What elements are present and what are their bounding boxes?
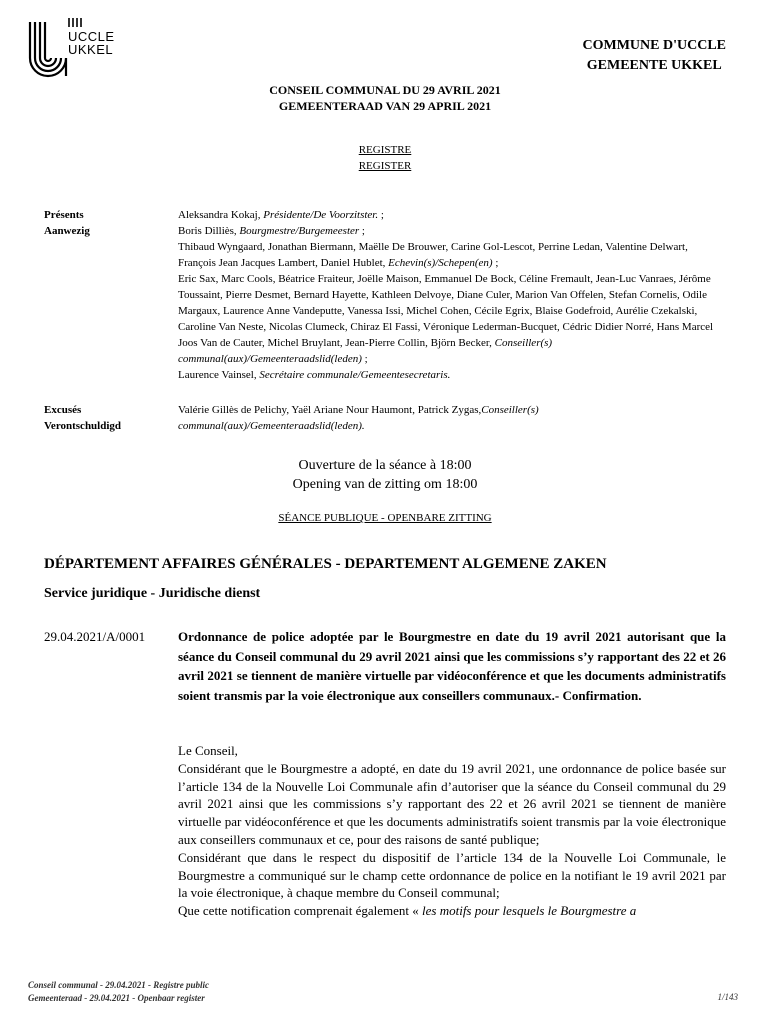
present-entry: Boris Dilliès, Bourgmestre/Burgemeester ; bbox=[178, 225, 365, 237]
uccle-logo-mark bbox=[28, 18, 68, 90]
present-label-fr: Présents bbox=[44, 209, 84, 221]
meeting-title-fr: CONSEIL COMMUNAL DU 29 AVRIL 2021 bbox=[269, 83, 501, 97]
register-heading-nl: REGISTER bbox=[358, 160, 412, 172]
item-reference: 29.04.2021/A/0001 bbox=[44, 629, 146, 644]
uccle-logo bbox=[28, 18, 115, 90]
present-entry: Eric Sax, Marc Cools, Béatrice Fraiteur, Joëlle Maison, Emmanuel De Bock, Céline Fremault, Jean-Luc Vanraes, Jérôme Toussaint, Pierre Desmet, Bernard Hayette, Kathleen Delvoye, Diane Culer, Marion Van Offelen, Stefan Cornelis, Odile Margaux, Laurence Anne Vandeputte, Vanessa Issi, Michel Cohen, Cécile Egrix, Blaise Godefroid, Aurélie Czekalski, Caroline Van Neste, Nicolas Clumeck, Chiraz El Fassi, Véronique Lederman-Bucquet, Cédric Didier Norré, Hans Marcel Joos Van de Cauter, Michel Bruylant, Jean-Pierre Collin, Björn Becker, Conseiller(s) communal(aux)/Gemeenteraadslid(leden) ; bbox=[178, 273, 714, 365]
present-entry: Thibaud Wyngaard, Jonathan Biermann, Maëlle De Brouwer, Carine Gol-Lescot, Perrine Ledan, Valentine Delwart, François Jean Jacques Lambert, Daniel Hublet, Echevin(s)/Schepen(en) ; bbox=[178, 241, 688, 269]
public-session-heading: SÉANCE PUBLIQUE - OPENBARE ZITTING bbox=[278, 512, 492, 524]
excused-label-fr: Excusés bbox=[44, 404, 82, 416]
meeting-title bbox=[0, 82, 770, 114]
session-opening-fr: Ouverture de la séance à 18:00 bbox=[298, 458, 472, 473]
register-heading bbox=[0, 142, 770, 174]
present-list bbox=[178, 207, 728, 383]
page-number: 1/143 bbox=[717, 992, 738, 1002]
footer-register-info bbox=[28, 979, 209, 1005]
commune-header bbox=[583, 36, 727, 76]
present-entry: Laurence Vainsel, Secrétaire communale/Gemeentesecretaris. bbox=[178, 369, 451, 381]
commune-name-nl: GEMEENTE UKKEL bbox=[586, 58, 722, 73]
body-paragraph: Le Conseil, bbox=[178, 743, 238, 758]
present-label bbox=[44, 207, 90, 239]
service-heading: Service juridique - Juridische dienst bbox=[44, 586, 261, 601]
logo-text-uccle: UCCLE bbox=[68, 29, 115, 44]
excused-role: Conseiller(s) communal(aux)/Gemeenteraadslid(leden). bbox=[178, 404, 539, 432]
excused-names: Valérie Gillès de Pelichy, Yaël Ariane Nour Haumont, Patrick Zygas, bbox=[178, 404, 482, 416]
body-paragraph: Considérant que le Bourgmestre a adopté, en date du 19 avril 2021, une ordonnance de police basée sur l’article 134 de la Nouvelle Loi Communale afin d’autoriser que la séance du Conseil communal du 29 avril 2021 ainsi que les commissions s’y rapportant des 22 et 26 avril 2021 se tiennent de manière virtuelle par vidéoconférence et que les documents administratifs soient transmis par la voie électronique aux conseillers communaux et ce, pour des raisons de santé publique; bbox=[178, 760, 726, 847]
register-heading-fr: REGISTRE bbox=[358, 144, 412, 156]
excused-label bbox=[44, 402, 121, 434]
item-title: Ordonnance de police adoptée par le Bourgmestre en date du 19 avril 2021 autorisant que la séance du Conseil communal du 29 avril 2021 ainsi que les commissions s’y rapportant des 22 et 26 avril 2021 se tiennent de manière virtuelle par vidéoconférence et que les documents administratifs soient transmis par la voie électronique aux conseillers communaux.- Confirmation. bbox=[178, 629, 726, 703]
excused-list bbox=[178, 402, 728, 434]
excused-label-nl: Verontschuldigd bbox=[44, 420, 122, 432]
session-opening bbox=[0, 456, 770, 494]
footer-line-fr: Conseil communal - 29.04.2021 - Registre public bbox=[28, 980, 210, 990]
footer-line-nl: Gemeenteraad - 29.04.2021 - Openbaar register bbox=[28, 993, 205, 1003]
item-body bbox=[178, 742, 726, 920]
body-paragraph: Considérant que dans le respect du dispositif de l’article 134 de la Nouvelle Loi Communale, le Bourgmestre a communiqué sur le champ cette ordonnance de police en la notifiant le 19 avril 2021 par la voie électronique, à chaque membre du Conseil communal; bbox=[178, 849, 726, 901]
body-paragraph: Que cette notification comprenait également « les motifs pour lesquels le Bourgmestre a bbox=[178, 903, 637, 919]
present-label-nl: Aanwezig bbox=[44, 225, 90, 237]
department-heading: DÉPARTEMENT AFFAIRES GÉNÉRALES - DEPARTEMENT ALGEMENE ZAKEN bbox=[44, 556, 607, 572]
logo-text-ukkel: UKKEL bbox=[68, 42, 114, 57]
commune-name-fr: COMMUNE D'UCCLE bbox=[582, 38, 726, 53]
present-entry: Aleksandra Kokaj, Présidente/De Voorzitster. ; bbox=[178, 209, 384, 221]
session-opening-nl: Opening van de zitting om 18:00 bbox=[292, 477, 478, 492]
logo-stripes bbox=[68, 18, 88, 28]
meeting-title-nl: GEMEENTERAAD VAN 29 APRIL 2021 bbox=[278, 99, 492, 113]
